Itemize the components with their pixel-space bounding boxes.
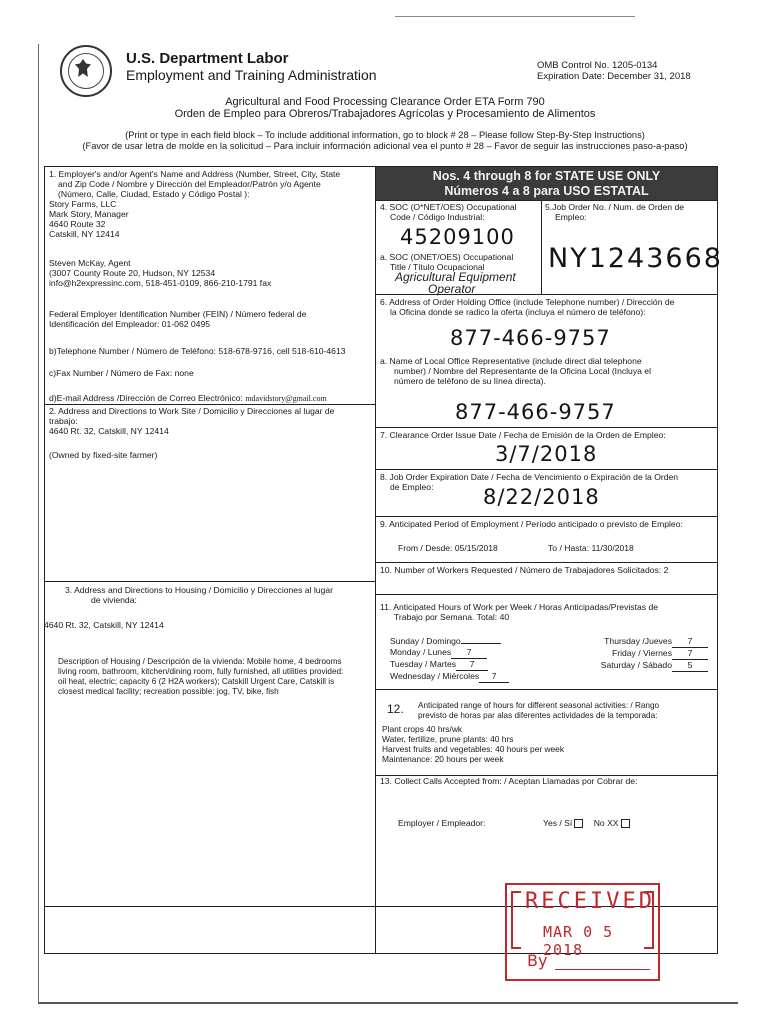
agency-name: U.S. Department Labor bbox=[126, 50, 289, 67]
day-hours: 7 bbox=[672, 648, 708, 660]
block-6a bbox=[380, 356, 716, 386]
day-label: Monday / Lunes bbox=[390, 647, 452, 657]
block-5-label: Empleo: bbox=[555, 212, 587, 222]
block-6a-label: a. Name of Local Office Representative (include direct dial telephone bbox=[380, 356, 642, 366]
block-11-label: 11. Anticipated Hours of Work per Week / Horas Anticipadas/Previstas de bbox=[380, 602, 658, 612]
day-label: Thursday /Jueves bbox=[604, 636, 672, 646]
day-hours: 7 bbox=[672, 636, 708, 648]
employer-fax: c)Fax Number / Número de Fax: none bbox=[49, 368, 194, 378]
block-4a-label: a. SOC (ONET/OES) Occupational bbox=[380, 252, 514, 262]
block-10-label: 10. Number of Workers Requested / Número de Trabajadores Solicitados: 2 bbox=[380, 565, 669, 575]
divider bbox=[376, 469, 717, 470]
hours-row bbox=[528, 648, 708, 660]
day-hours: 7 bbox=[456, 659, 488, 671]
seasonal-item: Water, fertilize, prune plants: 40 hrs bbox=[382, 734, 514, 744]
received-stamp bbox=[505, 883, 660, 981]
expiration-date-value: 8/22/2018 bbox=[483, 485, 600, 509]
soc-code: 45209100 bbox=[400, 225, 515, 249]
divider bbox=[44, 404, 375, 405]
block-12-label-line: Anticipated range of hours for different seasonal activities: / Rango bbox=[418, 701, 660, 710]
block-9-label: 9. Anticipated Period of Employment / Período anticipado o previsto de Empleo: bbox=[380, 519, 683, 529]
seasonal-item: Harvest fruits and vegetables: 40 hours per week bbox=[382, 744, 565, 754]
housing-desc-line: closest medical facility; recreation possible: jog, TV, bike, fish bbox=[58, 687, 279, 696]
block-4a-label: Title / Título Ocupacional bbox=[390, 262, 485, 272]
omb-info bbox=[537, 60, 691, 82]
block-4-5-divider bbox=[541, 200, 542, 294]
collect-calls-no-checkbox[interactable] bbox=[621, 819, 630, 828]
form-title-spanish: Orden de Empleo para Obreros/Trabajadores Agrícolas y Procesamiento de Alimentos bbox=[174, 108, 596, 120]
divider bbox=[376, 689, 717, 690]
day-hours: 7 bbox=[479, 671, 509, 683]
divider bbox=[376, 594, 717, 595]
divider bbox=[44, 906, 375, 907]
hours-left-column bbox=[390, 636, 530, 683]
expiration-date: Expiration Date: December 31, 2018 bbox=[537, 71, 691, 82]
stamp-date: MAR 0 5 2018 bbox=[543, 923, 614, 959]
state-use-line: Números 4 a 8 para USO ESTATAL bbox=[444, 184, 649, 198]
hours-right-column bbox=[528, 636, 708, 672]
divider bbox=[376, 427, 717, 428]
block-4-label: 4. SOC (O*NET/OES) Occupational bbox=[380, 202, 517, 212]
omb-control: OMB Control No. 1205-0134 bbox=[537, 60, 658, 71]
collect-calls-employer-label: Employer / Empleador: bbox=[398, 818, 486, 828]
email-value: mdavidstory@gmail.com bbox=[245, 394, 327, 403]
block-11 bbox=[380, 602, 716, 622]
stamp-signature-line bbox=[555, 969, 650, 970]
period-from: From / Desde: 05/15/2018 bbox=[398, 543, 498, 553]
page-edge-bottom bbox=[38, 1002, 738, 1004]
block-1 bbox=[49, 169, 371, 239]
day-hours bbox=[461, 643, 501, 644]
block-1-label: and Zip Code / Nombre y Dirección del Empleador/Patrón y/o Agente bbox=[58, 179, 321, 189]
block-4a bbox=[380, 252, 540, 272]
state-use-line: Nos. 4 through 8 for STATE USE ONLY bbox=[432, 169, 661, 183]
housing-desc-line: Description of Housing / Descripción de la vivienda: Mobile home, 4 bedrooms bbox=[58, 657, 342, 666]
collect-calls-no-label: No XX bbox=[593, 818, 619, 828]
collect-calls-options bbox=[543, 818, 630, 828]
block-6 bbox=[380, 297, 716, 317]
employer-manager: Mark Story, Manager bbox=[49, 209, 129, 219]
day-label: Friday / Viernes bbox=[611, 648, 672, 658]
block-11-label: Trabajo por Semana. Total: 40 bbox=[394, 612, 510, 622]
stamp-word: RECEIVED bbox=[525, 889, 655, 914]
worksite-address: 4640 Rt. 32, Catskill, NY 12414 bbox=[49, 426, 169, 436]
period-to: To / Hasta: 11/30/2018 bbox=[548, 543, 634, 553]
block-8-label: de Empleo: bbox=[390, 482, 434, 492]
hours-row bbox=[528, 636, 708, 648]
seasonal-hours-list bbox=[382, 724, 712, 764]
housing-address: 4640 Rt. 32, Catskill, NY 12414 bbox=[44, 620, 164, 630]
employer-city: Catskill, NY 12414 bbox=[49, 229, 120, 239]
block-12-label-line: previsto de horas par alas diferentes actividades de la temporada: bbox=[418, 711, 658, 720]
block-13-label: 13. Collect Calls Accepted from: / Aceptan Llamadas por Cobrar de: bbox=[380, 776, 638, 786]
form-title: Agricultural and Food Processing Clearance Order ETA Form 790 bbox=[225, 96, 545, 108]
worksite-note: (Owned by fixed-site farmer) bbox=[49, 450, 158, 460]
day-label: Wednesday / Miércoles bbox=[390, 671, 480, 681]
block-1-label: (Número, Calle, Ciudad, Estado y Código Postal ): bbox=[58, 189, 250, 199]
employer-street: 4640 Route 32 bbox=[49, 219, 106, 229]
holding-office-phone: 877-466-9757 bbox=[450, 326, 611, 350]
housing-desc-line: oil heat, electric; capacity 6 (2 H2A workers); Catskill Urgent Care, Catskill is bbox=[58, 677, 335, 686]
instructions-spanish: (Favor de usar letra de molde en la solicitud – Para incluir información adicional vea el punto # 28 – Favor de seguir las instrucciones paso-a-paso) bbox=[82, 141, 688, 151]
instructions: (Print or type in each field block – To include additional information, go to block # 28 – Please follow Step-By-Step Instructions) bbox=[125, 130, 645, 140]
block-6a-label: number) / Nombre del Representante de la Oficina Local (Incluya el bbox=[394, 366, 651, 376]
job-order-number: NY1243668 bbox=[548, 243, 723, 274]
block-2-label: trabajo: bbox=[49, 416, 78, 426]
agent-contact: info@h2expressinc.com, 518-451-0109, 866-210-1791 fax bbox=[49, 278, 272, 288]
divider bbox=[376, 516, 717, 517]
seasonal-item: Plant crops 40 hrs/wk bbox=[382, 724, 463, 734]
block-3-label: de vivienda: bbox=[91, 595, 137, 605]
divider bbox=[376, 562, 717, 563]
employer-name: Story Farms, LLC bbox=[49, 199, 117, 209]
hours-row bbox=[390, 671, 530, 683]
employer-phone: b)Telephone Number / Número de Teléfono: 518-678-9716, cell 518-610-4613 bbox=[49, 346, 346, 356]
department-seal-icon bbox=[60, 45, 112, 97]
fein-value: Identificación del Empleador: 01-062 0495 bbox=[49, 319, 211, 329]
agent-info bbox=[49, 258, 371, 288]
day-label: Saturday / Sábado bbox=[600, 660, 672, 670]
day-hours: 5 bbox=[672, 660, 708, 672]
block-12-label bbox=[418, 701, 714, 721]
housing-desc-line: living room, bathroom, kitchen/dining room, fully furnished, all utilities provided: bbox=[58, 667, 344, 676]
hours-row bbox=[390, 636, 530, 647]
block-5-label: 5.Job Order No. / Num. de Orden de bbox=[545, 202, 684, 212]
employer-email bbox=[49, 393, 371, 404]
fein-label: Federal Employer Identification Number (FEIN) / Número federal de bbox=[49, 309, 307, 319]
hours-row bbox=[390, 647, 530, 659]
block-2-label: 2. Address and Directions to Work Site / Domicilio y Direcciones al lugar de bbox=[49, 406, 335, 416]
column-divider bbox=[375, 166, 376, 954]
housing-description bbox=[58, 657, 372, 697]
agency-subname: Employment and Training Administration bbox=[126, 67, 377, 83]
state-use-header bbox=[376, 167, 717, 200]
hours-row bbox=[528, 660, 708, 672]
hours-row bbox=[390, 659, 530, 671]
block-6-label: 6. Address of Order Holding Office (include Telephone number) / Dirección de bbox=[380, 297, 675, 307]
block-3-label: 3. Address and Directions to Housing / Domicilio y Direcciones al lugar bbox=[65, 585, 333, 595]
divider bbox=[376, 200, 717, 201]
seasonal-item: Maintenance: 20 hours per week bbox=[382, 754, 504, 764]
fein bbox=[49, 309, 371, 329]
collect-calls-yes-label: Yes / Sí bbox=[543, 818, 573, 828]
occupational-title bbox=[395, 271, 516, 295]
issue-date: 3/7/2018 bbox=[495, 442, 598, 466]
occupational-title-line: Agricultural Equipment bbox=[395, 270, 516, 284]
agent-address: (3007 County Route 20, Hudson, NY 12534 bbox=[49, 268, 216, 278]
page-edge-top bbox=[395, 16, 635, 17]
collect-calls-yes-checkbox[interactable] bbox=[574, 819, 583, 828]
block-12-number: 12. bbox=[387, 702, 404, 716]
occupational-title-line: Operator bbox=[428, 282, 476, 296]
block-7-label: 7. Clearance Order Issue Date / Fecha de Emisión de la Orden de Empleo: bbox=[380, 430, 666, 440]
stamp-by-label: By bbox=[527, 951, 548, 970]
day-label: Tuesday / Martes bbox=[390, 659, 457, 669]
email-label: d)E-mail Address /Dirección de Correo Electrónico: bbox=[49, 393, 243, 403]
block-5 bbox=[545, 202, 715, 222]
local-rep-phone: 877-466-9757 bbox=[455, 400, 616, 424]
block-3 bbox=[49, 585, 371, 605]
block-4 bbox=[380, 202, 540, 222]
block-6a-label: número de teléfono de su línea directa). bbox=[394, 376, 546, 386]
day-hours: 7 bbox=[451, 647, 487, 659]
divider bbox=[44, 581, 375, 582]
block-8-label: 8. Job Order Expiration Date / Fecha de Vencimiento o Expiración de la Orden bbox=[380, 472, 679, 482]
block-1-label: 1. Employer's and/or Agent's Name and Address (Number, Street, City, State bbox=[49, 169, 341, 179]
block-4-label: Code / Código Industrial: bbox=[390, 212, 485, 222]
day-label: Sunday / Domingo bbox=[390, 636, 461, 646]
block-6-label: la Oficina donde se radico la oferta (incluya el número de teléfono): bbox=[390, 307, 646, 317]
block-2 bbox=[49, 406, 371, 460]
agent-name: Steven McKay, Agent bbox=[49, 258, 131, 268]
page-edge-left bbox=[38, 44, 39, 1002]
